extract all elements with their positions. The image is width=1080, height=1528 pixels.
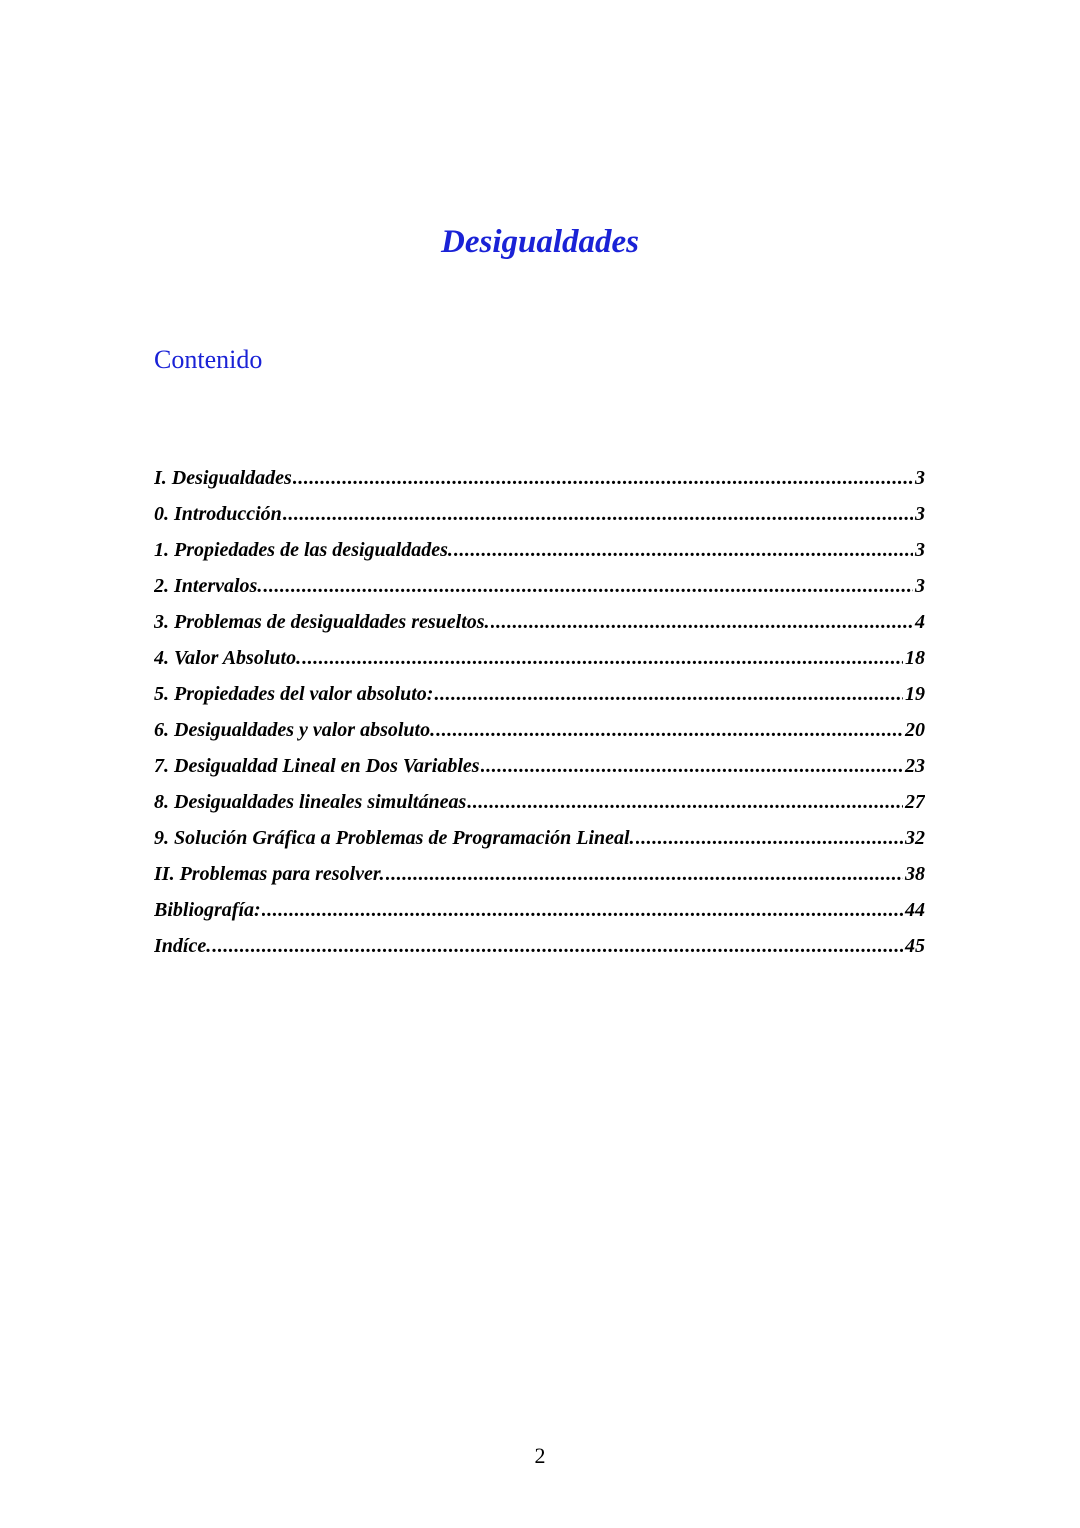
toc-entry-page: 38 bbox=[905, 863, 925, 885]
toc-entry-title: 0. Introducción bbox=[154, 503, 282, 525]
toc-entry[interactable] bbox=[154, 712, 925, 748]
toc-entry-title: I. Desigualdades bbox=[154, 467, 292, 489]
toc-entry[interactable] bbox=[154, 496, 925, 532]
toc-entry-title: 3. Problemas de desigualdades resueltos. bbox=[154, 611, 490, 633]
toc-dot-leader bbox=[491, 604, 913, 640]
toc-dot-leader bbox=[481, 748, 903, 784]
toc-entry-page: 32 bbox=[905, 827, 925, 849]
toc-dot-leader bbox=[293, 460, 913, 496]
toc-entry[interactable] bbox=[154, 820, 925, 856]
toc-entry-title: 4. Valor Absoluto. bbox=[154, 647, 302, 669]
page-title: Desigualdades bbox=[441, 224, 639, 260]
toc-dot-leader bbox=[283, 496, 913, 532]
toc-entry-page: 27 bbox=[905, 791, 925, 813]
toc-entry[interactable] bbox=[154, 460, 925, 496]
toc-entry-page: 3 bbox=[915, 467, 925, 489]
toc-entry-page: 3 bbox=[915, 503, 925, 525]
table-of-contents bbox=[154, 460, 925, 964]
toc-entry-page: 18 bbox=[905, 647, 925, 669]
toc-entry-title: 2. Intervalos. bbox=[154, 575, 263, 597]
toc-entry[interactable] bbox=[154, 784, 925, 820]
toc-entry-title: 1. Propiedades de las desigualdades. bbox=[154, 539, 453, 561]
toc-entry-page: 3 bbox=[915, 575, 925, 597]
toc-dot-leader bbox=[467, 784, 903, 820]
toc-entry-page: 3 bbox=[915, 539, 925, 561]
toc-entry-page: 4 bbox=[915, 611, 925, 633]
toc-entry[interactable] bbox=[154, 604, 925, 640]
toc-entry[interactable] bbox=[154, 748, 925, 784]
toc-entry-page: 23 bbox=[905, 755, 925, 777]
toc-entry[interactable] bbox=[154, 928, 925, 964]
toc-entry[interactable] bbox=[154, 676, 925, 712]
toc-entry[interactable] bbox=[154, 568, 925, 604]
toc-dot-leader bbox=[302, 640, 903, 676]
toc-entry-title: Indíce. bbox=[154, 935, 212, 957]
toc-entry[interactable] bbox=[154, 856, 925, 892]
toc-entry-title: Bibliografía: bbox=[154, 899, 261, 921]
toc-dot-leader bbox=[262, 892, 903, 928]
toc-entry[interactable] bbox=[154, 640, 925, 676]
toc-entry-title: II. Problemas para resolver. bbox=[154, 863, 385, 885]
toc-entry-page: 45 bbox=[905, 935, 925, 957]
toc-entry[interactable] bbox=[154, 892, 925, 928]
toc-entry-page: 20 bbox=[905, 719, 925, 741]
toc-entry-title: 5. Propiedades del valor absoluto: bbox=[154, 683, 434, 705]
toc-entry-title: 6. Desigualdades y valor absoluto. bbox=[154, 719, 436, 741]
toc-entry-page: 44 bbox=[905, 899, 925, 921]
toc-entry-title: 7. Desigualdad Lineal en Dos Variables bbox=[154, 755, 480, 777]
toc-dot-leader bbox=[434, 676, 903, 712]
toc-dot-leader bbox=[212, 928, 903, 964]
toc-entry[interactable] bbox=[154, 532, 925, 568]
toc-dot-leader bbox=[436, 712, 903, 748]
toc-entry-title: 8. Desigualdades lineales simultáneas bbox=[154, 791, 467, 813]
toc-dot-leader bbox=[263, 568, 913, 604]
toc-entry-page: 19 bbox=[905, 683, 925, 705]
page-number: 2 bbox=[534, 1443, 546, 1468]
toc-heading: Contenido bbox=[154, 345, 263, 374]
toc-dot-leader bbox=[636, 820, 903, 856]
toc-dot-leader bbox=[454, 532, 913, 568]
toc-dot-leader bbox=[386, 856, 903, 892]
toc-entry-title: 9. Solución Gráfica a Problemas de Programación Lineal. bbox=[154, 827, 635, 849]
